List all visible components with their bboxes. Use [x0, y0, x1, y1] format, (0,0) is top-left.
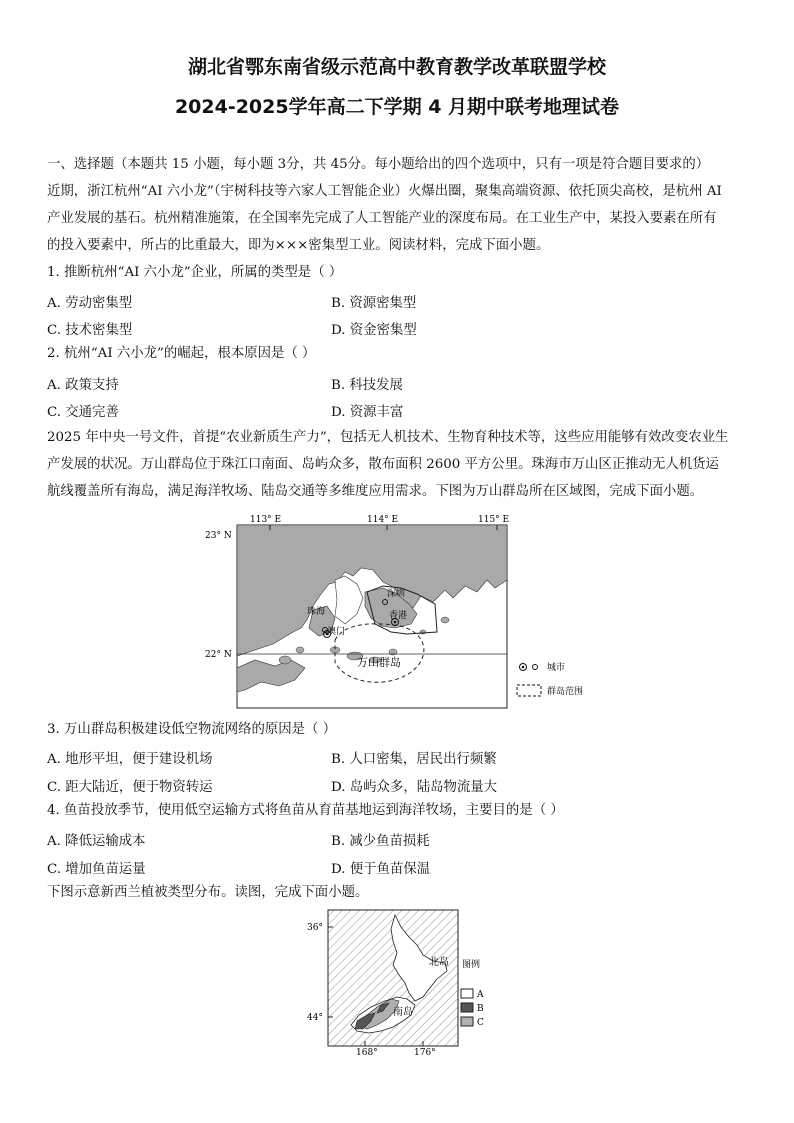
place-label-shenzhen: 深圳	[387, 589, 406, 599]
wanshan-map	[195, 510, 600, 710]
lon-label: 115° E	[478, 515, 510, 525]
legend-city-label: 城市	[547, 663, 566, 673]
page-title-line2: 2024-2025学年高二下学期 4 月期中联考地理试卷	[174, 96, 620, 118]
option-a: A. 地形平坦，便于建设机场	[47, 752, 213, 767]
page-title-line1: 湖北省鄂东南省级示范高中教育教学改革联盟学校	[187, 56, 606, 78]
lon-label: 168°	[356, 1048, 378, 1057]
option-d: D. 资金密集型	[331, 323, 417, 338]
option-c: C. 技术密集型	[47, 323, 133, 338]
legend-range-label: 群岛范围	[547, 687, 584, 697]
question-stem: 4. 鱼苗投放季节，使用低空运输方式将鱼苗从育苗基地运到海洋牧场，主要目的是（ ）	[47, 803, 564, 818]
place-label-macau: 澳门	[327, 627, 346, 637]
option-b: B. 资源密集型	[331, 296, 417, 311]
lon-label: 176°	[414, 1048, 436, 1057]
material3-line: 下图示意新西兰植被类型分布。读图，完成下面小题。	[47, 885, 369, 900]
option-c: C. 距大陆近，便于物资转运	[47, 780, 213, 795]
material2-line: 航线覆盖所有海岛，满足海洋牧场、陆岛交通等多维度应用需求。下图为万山群岛所在区域图，完成下面小题。	[47, 484, 704, 499]
lat-label: 44°	[307, 1013, 323, 1023]
option-c: C. 交通完善	[47, 405, 119, 420]
option-d: D. 便于鱼苗保温	[331, 862, 431, 877]
material1-line: 的投入要素中，所占的比重最大，即为×××密集型工业。阅读材料，完成下面小题。	[47, 238, 550, 253]
lat-label: 22° N	[205, 650, 232, 660]
material1-line: 近期，浙江杭州“AI 六小龙”（宇树科技等六家人工智能企业）火爆出圈，聚集高端资源、依托顶尖高校，是杭州 AI	[47, 184, 722, 199]
material2-line: 2025 年中央一号文件，首提“农业新质生产力”，包括无人机技术、生物育种技术等，这些应用能够有效改变农业生	[47, 430, 729, 445]
option-d: D. 资源丰富	[331, 405, 404, 420]
lat-label: 36°	[307, 923, 323, 933]
option-a: A. 劳动密集型	[47, 296, 133, 311]
place-label-zhuhai: 珠海	[307, 607, 326, 617]
question-stem: 3. 万山群岛积极建设低空物流网络的原因是（ ）	[47, 722, 337, 737]
question-stem: 1. 推断杭州“AI 六小龙”企业，所属的类型是（ ）	[47, 265, 343, 280]
map-legend	[517, 661, 583, 697]
legend-c-label: C	[477, 1018, 484, 1028]
lon-label: 113° E	[250, 515, 282, 525]
material1-line: 产业发展的基石。杭州精准施策，在全国率先完成了人工智能产业的深度布局。在工业生产中，某投入要素在所有	[47, 211, 717, 226]
lon-label: 114° E	[367, 515, 399, 525]
new-zealand-map	[305, 905, 495, 1057]
island	[279, 656, 291, 664]
legend-a-label: A	[477, 990, 484, 1000]
place-label-north-island: 北岛	[429, 957, 449, 968]
island	[441, 617, 449, 623]
section-heading: 一、选择题（本题共 15 小题，每小题 3分，共 45分。每小题给出的四个选项中，只有一项是符合题目要求的）	[47, 157, 710, 172]
island	[296, 647, 304, 653]
option-b: B. 人口密集，居民出行频繁	[331, 752, 497, 767]
lat-label: 23° N	[205, 531, 232, 541]
option-b: B. 减少鱼苗损耗	[331, 834, 430, 849]
option-c: C. 增加鱼苗运量	[47, 862, 146, 877]
option-b: B. 科技发展	[331, 378, 403, 393]
nz-legend	[461, 958, 484, 1028]
material2-line: 产发展的状况。万山群岛位于珠江口南面、岛屿众多，散布面积 2600 平方公里。珠海市万山区正推动无人机货运	[47, 457, 719, 472]
legend-title: 图例	[462, 960, 481, 970]
option-a: A. 政策支持	[47, 378, 119, 393]
place-label-hongkong: 香港	[389, 611, 408, 621]
question-stem: 2. 杭州“AI 六小龙”的崛起，根本原因是（ ）	[47, 346, 316, 361]
option-a: A. 降低运输成本	[47, 834, 146, 849]
option-d: D. 岛屿众多，陆岛物流量大	[331, 780, 498, 795]
place-label-wanshan: 万山群岛	[357, 656, 401, 669]
legend-b-label: B	[477, 1004, 484, 1014]
place-label-south-island: 南岛	[393, 1007, 413, 1018]
